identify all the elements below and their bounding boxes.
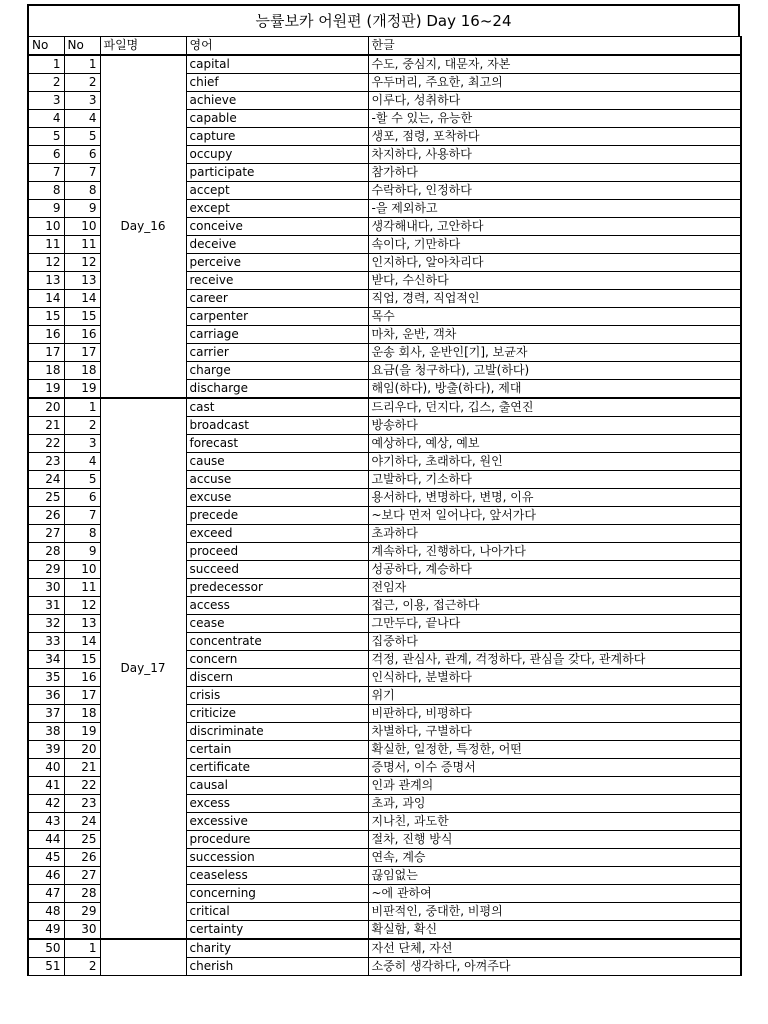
cell-korean: 집중하다 xyxy=(368,633,741,651)
cell-day-no: 26 xyxy=(64,849,100,867)
cell-korean: 확실함, 확신 xyxy=(368,921,741,940)
cell-total-no: 49 xyxy=(28,921,64,940)
cell-english: concentrate xyxy=(186,633,368,651)
cell-filename: Day_17 xyxy=(100,398,186,939)
cell-day-no: 4 xyxy=(64,110,100,128)
cell-english: certain xyxy=(186,741,368,759)
cell-total-no: 25 xyxy=(28,489,64,507)
cell-day-no: 1 xyxy=(64,939,100,958)
cell-korean: 수락하다, 인정하다 xyxy=(368,182,741,200)
cell-english: concerning xyxy=(186,885,368,903)
cell-korean: 드리우다, 던지다, 깁스, 출연진 xyxy=(368,398,741,417)
cell-korean: 수도, 중심지, 대문자, 자본 xyxy=(368,55,741,74)
header-english: 영어 xyxy=(186,37,368,56)
cell-korean: 인과 관계의 xyxy=(368,777,741,795)
cell-day-no: 8 xyxy=(64,525,100,543)
cell-total-no: 20 xyxy=(28,398,64,417)
cell-total-no: 17 xyxy=(28,344,64,362)
cell-english: accuse xyxy=(186,471,368,489)
cell-day-no: 16 xyxy=(64,669,100,687)
cell-total-no: 31 xyxy=(28,597,64,615)
cell-korean: 연속, 계승 xyxy=(368,849,741,867)
cell-total-no: 19 xyxy=(28,380,64,399)
cell-korean: 해임(하다), 방출(하다), 제대 xyxy=(368,380,741,399)
cell-total-no: 51 xyxy=(28,958,64,976)
cell-english: carriage xyxy=(186,326,368,344)
cell-korean: ~보다 먼저 일어나다, 앞서가다 xyxy=(368,507,741,525)
cell-day-no: 25 xyxy=(64,831,100,849)
cell-korean: 소중히 생각하다, 아껴주다 xyxy=(368,958,741,976)
cell-total-no: 4 xyxy=(28,110,64,128)
cell-total-no: 28 xyxy=(28,543,64,561)
cell-english: carpenter xyxy=(186,308,368,326)
cell-english: occupy xyxy=(186,146,368,164)
cell-total-no: 23 xyxy=(28,453,64,471)
cell-total-no: 12 xyxy=(28,254,64,272)
cell-korean: 절차, 진행 방식 xyxy=(368,831,741,849)
cell-day-no: 23 xyxy=(64,795,100,813)
cell-korean: 직업, 경력, 직업적인 xyxy=(368,290,741,308)
cell-day-no: 14 xyxy=(64,290,100,308)
cell-day-no: 2 xyxy=(64,958,100,976)
cell-english: succeed xyxy=(186,561,368,579)
cell-english: access xyxy=(186,597,368,615)
vocabulary-sheet xyxy=(27,4,740,976)
cell-day-no: 30 xyxy=(64,921,100,940)
cell-total-no: 47 xyxy=(28,885,64,903)
cell-day-no: 11 xyxy=(64,579,100,597)
cell-total-no: 1 xyxy=(28,55,64,74)
cell-english: crisis xyxy=(186,687,368,705)
cell-korean: 성공하다, 계승하다 xyxy=(368,561,741,579)
cell-english: capital xyxy=(186,55,368,74)
cell-day-no: 6 xyxy=(64,146,100,164)
cell-total-no: 16 xyxy=(28,326,64,344)
cell-english: predecessor xyxy=(186,579,368,597)
cell-korean: -을 제외하고 xyxy=(368,200,741,218)
cell-total-no: 18 xyxy=(28,362,64,380)
cell-total-no: 33 xyxy=(28,633,64,651)
cell-english: charge xyxy=(186,362,368,380)
cell-total-no: 35 xyxy=(28,669,64,687)
cell-english: capable xyxy=(186,110,368,128)
cell-day-no: 21 xyxy=(64,759,100,777)
cell-english: forecast xyxy=(186,435,368,453)
cell-day-no: 1 xyxy=(64,55,100,74)
cell-korean: 증명서, 이수 증명서 xyxy=(368,759,741,777)
cell-english: critical xyxy=(186,903,368,921)
cell-day-no: 5 xyxy=(64,471,100,489)
cell-total-no: 39 xyxy=(28,741,64,759)
cell-korean: 받다, 수신하다 xyxy=(368,272,741,290)
cell-day-no: 5 xyxy=(64,128,100,146)
cell-english: excessive xyxy=(186,813,368,831)
cell-total-no: 6 xyxy=(28,146,64,164)
cell-english: cease xyxy=(186,615,368,633)
cell-total-no: 9 xyxy=(28,200,64,218)
cell-korean: -할 수 있는, 유능한 xyxy=(368,110,741,128)
cell-english: career xyxy=(186,290,368,308)
cell-day-no: 9 xyxy=(64,543,100,561)
cell-total-no: 42 xyxy=(28,795,64,813)
cell-day-no: 10 xyxy=(64,218,100,236)
cell-korean: 비판적인, 중대한, 비평의 xyxy=(368,903,741,921)
cell-total-no: 5 xyxy=(28,128,64,146)
cell-korean: 인식하다, 분별하다 xyxy=(368,669,741,687)
cell-day-no: 17 xyxy=(64,344,100,362)
cell-total-no: 37 xyxy=(28,705,64,723)
cell-english: conceive xyxy=(186,218,368,236)
cell-english: procedure xyxy=(186,831,368,849)
cell-total-no: 10 xyxy=(28,218,64,236)
cell-total-no: 8 xyxy=(28,182,64,200)
cell-day-no: 15 xyxy=(64,308,100,326)
cell-korean: 고발하다, 기소하다 xyxy=(368,471,741,489)
cell-english: charity xyxy=(186,939,368,958)
table-body xyxy=(28,55,741,976)
cell-korean: 우두머리, 주요한, 최고의 xyxy=(368,74,741,92)
cell-total-no: 15 xyxy=(28,308,64,326)
cell-english: proceed xyxy=(186,543,368,561)
cell-total-no: 29 xyxy=(28,561,64,579)
cell-english: chief xyxy=(186,74,368,92)
cell-total-no: 41 xyxy=(28,777,64,795)
cell-korean: 목수 xyxy=(368,308,741,326)
cell-day-no: 12 xyxy=(64,254,100,272)
cell-english: certificate xyxy=(186,759,368,777)
cell-korean: 끊임없는 xyxy=(368,867,741,885)
cell-filename xyxy=(100,939,186,976)
header-no-day: No xyxy=(64,37,100,56)
cell-korean: 이루다, 성취하다 xyxy=(368,92,741,110)
cell-english: capture xyxy=(186,128,368,146)
cell-total-no: 7 xyxy=(28,164,64,182)
cell-total-no: 26 xyxy=(28,507,64,525)
cell-english: except xyxy=(186,200,368,218)
cell-day-no: 4 xyxy=(64,453,100,471)
cell-day-no: 13 xyxy=(64,272,100,290)
cell-total-no: 44 xyxy=(28,831,64,849)
cell-korean: 용서하다, 변명하다, 변명, 이유 xyxy=(368,489,741,507)
cell-korean: 계속하다, 진행하다, 나아가다 xyxy=(368,543,741,561)
cell-day-no: 14 xyxy=(64,633,100,651)
header-no-total: No xyxy=(28,37,64,56)
cell-day-no: 2 xyxy=(64,417,100,435)
cell-english: criticize xyxy=(186,705,368,723)
cell-day-no: 20 xyxy=(64,741,100,759)
cell-korean: 야기하다, 초래하다, 원인 xyxy=(368,453,741,471)
cell-total-no: 27 xyxy=(28,525,64,543)
cell-english: excess xyxy=(186,795,368,813)
cell-day-no: 3 xyxy=(64,92,100,110)
cell-filename: Day_16 xyxy=(100,55,186,398)
cell-day-no: 2 xyxy=(64,74,100,92)
cell-total-no: 45 xyxy=(28,849,64,867)
cell-english: cast xyxy=(186,398,368,417)
cell-day-no: 10 xyxy=(64,561,100,579)
cell-english: ceaseless xyxy=(186,867,368,885)
cell-korean: 방송하다 xyxy=(368,417,741,435)
cell-english: broadcast xyxy=(186,417,368,435)
cell-english: discharge xyxy=(186,380,368,399)
cell-korean: 요금(을 청구하다), 고발(하다) xyxy=(368,362,741,380)
cell-total-no: 43 xyxy=(28,813,64,831)
cell-day-no: 16 xyxy=(64,326,100,344)
cell-korean: 걱정, 관심사, 관계, 걱정하다, 관심을 갖다, 관계하다 xyxy=(368,651,741,669)
cell-day-no: 28 xyxy=(64,885,100,903)
cell-day-no: 1 xyxy=(64,398,100,417)
cell-english: participate xyxy=(186,164,368,182)
cell-total-no: 48 xyxy=(28,903,64,921)
cell-korean: 확실한, 일정한, 특정한, 어떤 xyxy=(368,741,741,759)
cell-day-no: 15 xyxy=(64,651,100,669)
cell-korean: ~에 관하여 xyxy=(368,885,741,903)
cell-english: carrier xyxy=(186,344,368,362)
cell-english: exceed xyxy=(186,525,368,543)
cell-korean: 위기 xyxy=(368,687,741,705)
cell-korean: 지나친, 과도한 xyxy=(368,813,741,831)
cell-english: discern xyxy=(186,669,368,687)
cell-total-no: 50 xyxy=(28,939,64,958)
cell-total-no: 32 xyxy=(28,615,64,633)
cell-korean: 운송 회사, 운반인[기], 보균자 xyxy=(368,344,741,362)
cell-day-no: 11 xyxy=(64,236,100,254)
sheet-title: 능률보카 어원편 (개정판) Day 16~24 xyxy=(27,4,740,36)
cell-korean: 예상하다, 예상, 예보 xyxy=(368,435,741,453)
cell-korean: 차별하다, 구별하다 xyxy=(368,723,741,741)
cell-english: accept xyxy=(186,182,368,200)
cell-english: discriminate xyxy=(186,723,368,741)
cell-english: perceive xyxy=(186,254,368,272)
cell-korean: 차지하다, 사용하다 xyxy=(368,146,741,164)
cell-korean: 참가하다 xyxy=(368,164,741,182)
cell-english: cause xyxy=(186,453,368,471)
cell-korean: 전임자 xyxy=(368,579,741,597)
cell-korean: 속이다, 기만하다 xyxy=(368,236,741,254)
cell-korean: 마차, 운반, 객차 xyxy=(368,326,741,344)
cell-english: succession xyxy=(186,849,368,867)
cell-korean: 생포, 점령, 포착하다 xyxy=(368,128,741,146)
cell-korean: 인지하다, 알아차리다 xyxy=(368,254,741,272)
cell-english: precede xyxy=(186,507,368,525)
cell-day-no: 8 xyxy=(64,182,100,200)
cell-day-no: 7 xyxy=(64,507,100,525)
cell-day-no: 17 xyxy=(64,687,100,705)
cell-total-no: 46 xyxy=(28,867,64,885)
cell-day-no: 13 xyxy=(64,615,100,633)
cell-total-no: 13 xyxy=(28,272,64,290)
cell-korean: 생각해내다, 고안하다 xyxy=(368,218,741,236)
cell-total-no: 34 xyxy=(28,651,64,669)
cell-day-no: 18 xyxy=(64,705,100,723)
cell-day-no: 9 xyxy=(64,200,100,218)
vocabulary-table xyxy=(27,36,742,976)
cell-total-no: 11 xyxy=(28,236,64,254)
cell-korean: 자선 단체, 자선 xyxy=(368,939,741,958)
cell-day-no: 12 xyxy=(64,597,100,615)
cell-day-no: 19 xyxy=(64,723,100,741)
cell-day-no: 29 xyxy=(64,903,100,921)
cell-day-no: 22 xyxy=(64,777,100,795)
cell-day-no: 7 xyxy=(64,164,100,182)
cell-english: certainty xyxy=(186,921,368,940)
header-row xyxy=(28,37,741,56)
cell-english: achieve xyxy=(186,92,368,110)
cell-english: receive xyxy=(186,272,368,290)
cell-english: deceive xyxy=(186,236,368,254)
cell-english: causal xyxy=(186,777,368,795)
cell-total-no: 38 xyxy=(28,723,64,741)
cell-korean: 접근, 이용, 접근하다 xyxy=(368,597,741,615)
cell-english: cherish xyxy=(186,958,368,976)
cell-korean: 비판하다, 비평하다 xyxy=(368,705,741,723)
cell-day-no: 19 xyxy=(64,380,100,399)
cell-total-no: 2 xyxy=(28,74,64,92)
cell-day-no: 3 xyxy=(64,435,100,453)
cell-korean: 그만두다, 끝나다 xyxy=(368,615,741,633)
cell-korean: 초과하다 xyxy=(368,525,741,543)
cell-english: concern xyxy=(186,651,368,669)
cell-day-no: 24 xyxy=(64,813,100,831)
table-row xyxy=(28,55,741,74)
cell-day-no: 6 xyxy=(64,489,100,507)
cell-english: excuse xyxy=(186,489,368,507)
cell-total-no: 24 xyxy=(28,471,64,489)
cell-total-no: 22 xyxy=(28,435,64,453)
cell-day-no: 18 xyxy=(64,362,100,380)
cell-total-no: 40 xyxy=(28,759,64,777)
cell-total-no: 3 xyxy=(28,92,64,110)
cell-korean: 초과, 과잉 xyxy=(368,795,741,813)
table-row xyxy=(28,398,741,417)
cell-total-no: 36 xyxy=(28,687,64,705)
header-filename: 파일명 xyxy=(100,37,186,56)
header-korean: 한글 xyxy=(368,37,741,56)
cell-total-no: 14 xyxy=(28,290,64,308)
table-row xyxy=(28,939,741,958)
cell-day-no: 27 xyxy=(64,867,100,885)
cell-total-no: 30 xyxy=(28,579,64,597)
cell-total-no: 21 xyxy=(28,417,64,435)
